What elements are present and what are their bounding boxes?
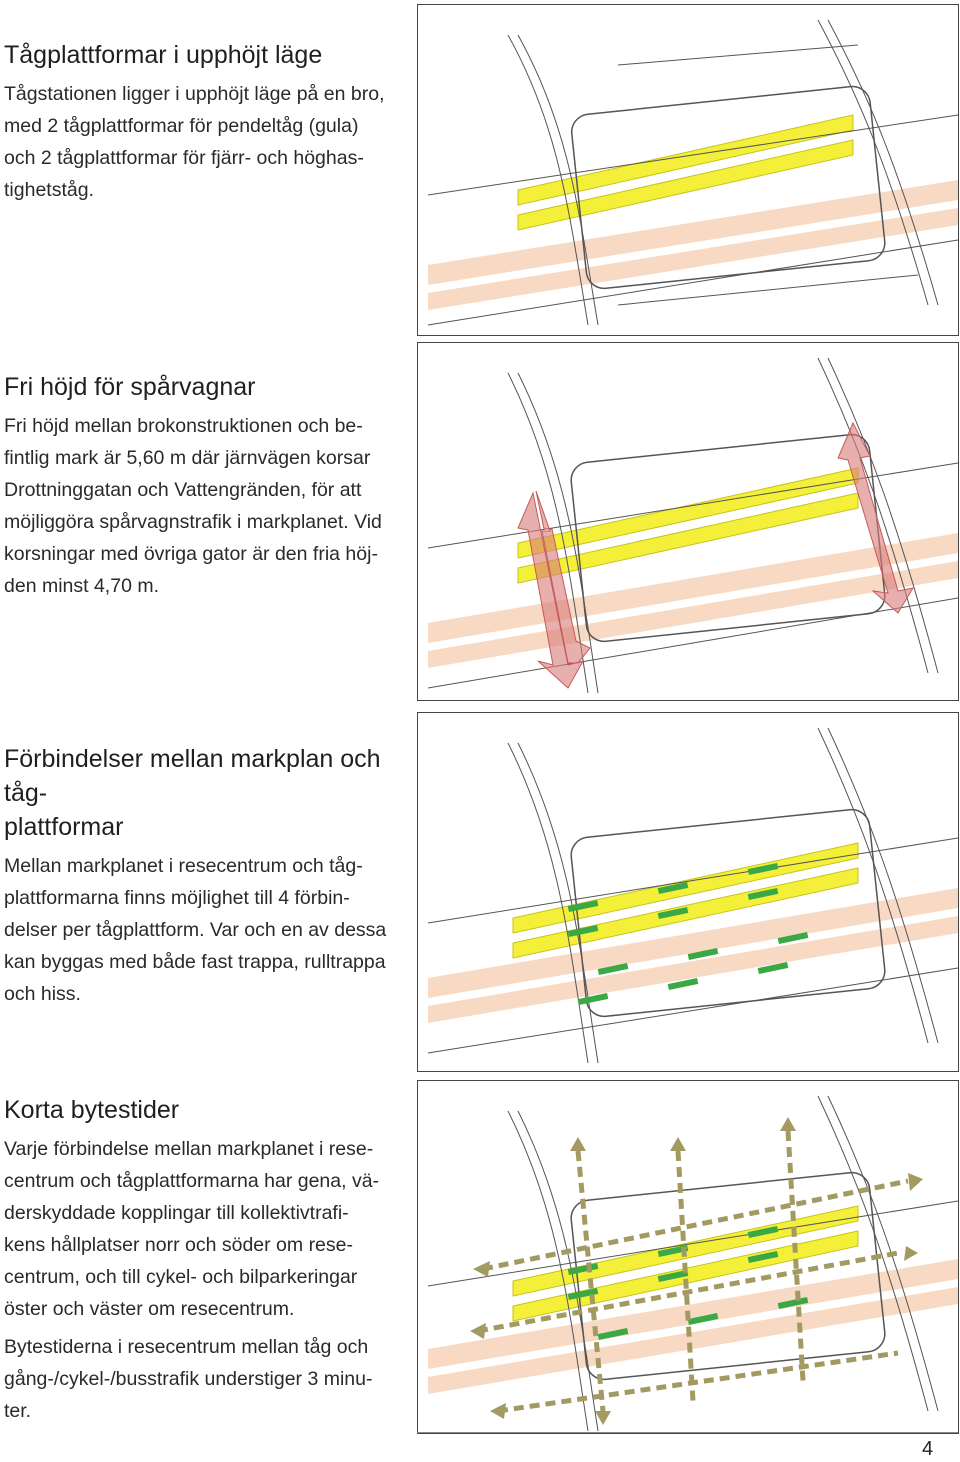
footer-rule: [417, 1432, 958, 1433]
section-heading: Tågplattformar i upphöjt läge: [4, 41, 323, 69]
page-number: 4: [922, 1438, 934, 1460]
station-plan-map-1: [417, 4, 959, 336]
body-line: korsningar med övriga gator är den fria höj-: [4, 543, 378, 565]
section-heading-continued: plattformar: [4, 813, 124, 841]
body-line: Bytestiderna i resecentrum mellan tåg och: [4, 1336, 369, 1358]
body-line: och 2 tågplattformar för fjärr- och höghas-: [4, 147, 364, 169]
body-line: derskyddade kopplingar till kollektivtrafi-: [4, 1202, 349, 1224]
body-line: fintlig mark är 5,60 m där järnvägen korsar: [4, 447, 371, 469]
plan-drawing: [418, 343, 958, 700]
body-line: Fri höjd mellan brokonstruktionen och be-: [4, 415, 363, 437]
body-line: med 2 tågplattformar för pendeltåg (gula): [4, 115, 359, 137]
plan-drawing: [418, 1081, 958, 1433]
body-line: tighetståg.: [4, 179, 94, 201]
body-line: gång-/cykel-/busstrafik understiger 3 minu-: [4, 1368, 373, 1390]
body-line: delser per tågplattform. Var och en av dessa: [4, 919, 387, 941]
body-line: Mellan markplanet i resecentrum och tåg-: [4, 855, 363, 877]
body-line: Varje förbindelse mellan markplanet i rese-: [4, 1138, 374, 1160]
body-line: kan byggas med både fast trappa, rulltrappa: [4, 951, 386, 973]
section-heading: Förbindelser mellan markplan och tåg-: [4, 745, 381, 807]
body-line: plattformarna finns möjlighet till 4 förbin-: [4, 887, 350, 909]
plan-drawing: [418, 713, 958, 1071]
body-line: möjliggöra spårvagnstrafik i markplanet. Vid: [4, 511, 382, 533]
section-heading: Korta bytestider: [4, 1096, 180, 1124]
body-line: centrum och tågplattformarna har gena, vä-: [4, 1170, 380, 1192]
section-heading: Fri höjd för spårvagnar: [4, 373, 256, 401]
body-line: den minst 4,70 m.: [4, 575, 159, 597]
body-line: och hiss.: [4, 983, 81, 1005]
body-line: ter.: [4, 1400, 32, 1422]
body-line: Tågstationen ligger i upphöjt läge på en bro,: [4, 83, 385, 105]
plan-drawing: [418, 5, 958, 335]
body-line: kens hållplatser norr och söder om rese-: [4, 1234, 353, 1256]
body-line: Drottninggatan och Vattengränden, för att: [4, 479, 362, 501]
station-plan-map-2: [417, 342, 959, 701]
body-line: centrum, och till cykel- och bilparkeringar: [4, 1266, 358, 1288]
body-line: öster och väster om resecentrum.: [4, 1298, 295, 1320]
station-plan-map-4: [417, 1080, 959, 1434]
station-plan-map-3: [417, 712, 959, 1072]
